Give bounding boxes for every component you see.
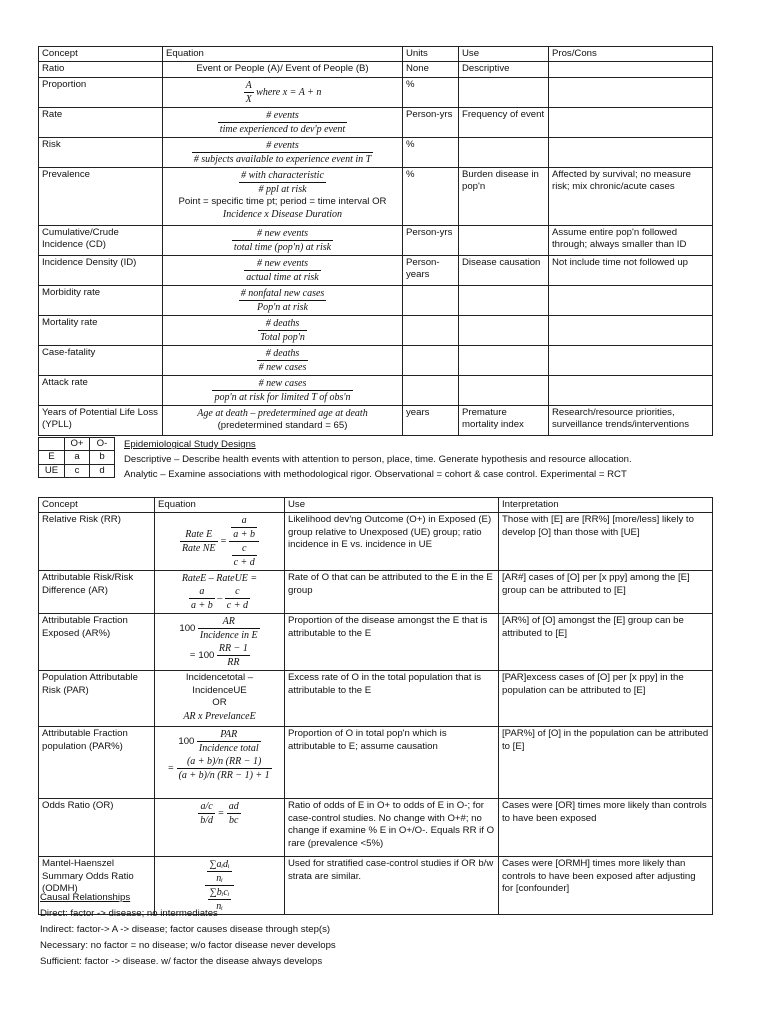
equation-cell: Age at death – predetermined age at death (predetermined standard = 65) xyxy=(163,405,403,435)
table-header-row xyxy=(39,47,713,62)
concept-cell: Proportion xyxy=(39,77,163,107)
header-concept: Concept xyxy=(39,498,155,513)
table-row: UE c d xyxy=(39,464,115,477)
equation-cell: Incidencetotal – IncidenceUE OR AR x PrevelanceE xyxy=(155,671,285,727)
concept-cell: Ratio xyxy=(39,62,163,77)
concept-cell: Attributable Risk/Risk Difference (AR) xyxy=(39,571,155,614)
equation-cell: ∑aᵢdᵢ nᵢ ∑bᵢcᵢ nᵢ xyxy=(155,857,285,915)
table-row xyxy=(39,614,713,671)
pros-cell: Assume entire pop'n followed through; always smaller than ID xyxy=(549,225,713,255)
header-concept: Concept xyxy=(39,47,163,62)
equation-cell: # new events total time (pop'n) at risk xyxy=(163,225,403,255)
equation-cell: Rate E Rate NE = $\frac{\frac{a}{a + b}}{\frac{c}{c + d}}$ xyxy=(155,513,285,571)
equation-cell: 100 AR Incidence in E = 100 $\frac{RR - 1}{RR}$ xyxy=(155,614,285,671)
equation-cell: # events time experienced to dev'p event xyxy=(163,107,403,137)
table-row xyxy=(39,345,713,375)
fraction: $\frac{A}{X}$ xyxy=(245,79,252,105)
causal-sufficient: Sufficient: factor -> disease. w/ factor the disease always develops xyxy=(40,956,323,967)
pros-cell: Affected by survival; no measure risk; mix chronic/acute cases xyxy=(549,167,713,225)
study-designs-title: Epidemiological Study Designs xyxy=(124,439,256,450)
use-cell: Proportion of O in total pop'n which is attributable to E; assume causation xyxy=(285,727,499,799)
concept-cell: Relative Risk (RR) xyxy=(39,513,155,571)
table-row: O+ O- xyxy=(39,438,115,451)
concept-cell: Attributable Fraction Exposed (AR%) xyxy=(39,614,155,671)
table-row xyxy=(39,255,713,285)
use-cell: Excess rate of O in the total population that is attributable to the E xyxy=(285,671,499,727)
use-cell: Descriptive xyxy=(459,62,549,77)
pros-cell xyxy=(549,77,713,107)
concept-cell: Attack rate xyxy=(39,375,163,405)
header-units: Units xyxy=(403,47,459,62)
pros-cell xyxy=(549,107,713,137)
causal-title: Causal Relationships xyxy=(40,892,131,903)
interp-cell: Cases were [ORMH] times more likely than controls to have been exposed after adjusting for [confounder] xyxy=(499,857,713,915)
concept-cell: Prevalence xyxy=(39,167,163,225)
concept-cell: Rate xyxy=(39,107,163,137)
pros-cell xyxy=(549,62,713,77)
header-interpretation: Interpretation xyxy=(499,498,713,513)
table-row xyxy=(39,671,713,727)
equation-cell: 100 PAR Incidence total = $\frac{(a + b)/n (RR - 1)}{(a + b)/n (RR - 1) + 1}$ xyxy=(155,727,285,799)
interp-cell: Cases were [OR] times more likely than controls to have been exposed xyxy=(499,799,713,857)
use-cell: Likelihood dev'ng Outcome (O+) in Exposed (E) group relative to Unexposed (UE) group; ratio incidence in E vs. incidence in UE xyxy=(285,513,499,571)
use-cell: Ratio of odds of E in O+ to odds of E in O-; for case-control studies. No change with O+#; no change if examine % E in O+/O-. Equals RR if O rare (prevalence <5%) xyxy=(285,799,499,857)
units-cell: years xyxy=(403,405,459,435)
equation-cell: # events # subjects available to experience event in T xyxy=(163,137,403,167)
concept-cell: Incidence Density (ID) xyxy=(39,255,163,285)
study-designs xyxy=(124,437,724,482)
concept-cell: Risk xyxy=(39,137,163,167)
table-row xyxy=(39,137,713,167)
pros-cell xyxy=(549,137,713,167)
units-cell: % xyxy=(403,167,459,225)
header-pros-cons: Pros/Cons xyxy=(549,47,713,62)
header-equation: Equation xyxy=(155,498,285,513)
concept-cell: Cumulative/Crude Incidence (CD) xyxy=(39,225,163,255)
table-row xyxy=(39,799,713,857)
table-row xyxy=(39,167,713,225)
two-by-two-table xyxy=(38,437,115,478)
equation-cell: # nonfatal new cases Pop'n at risk xyxy=(163,285,403,315)
concept-cell: Years of Potential Life Loss (YPLL) xyxy=(39,405,163,435)
interp-cell: [PAR%] of [O] in the population can be attributed to [E] xyxy=(499,727,713,799)
equation-cell: # new cases pop'n at risk for limited T of obs'n xyxy=(163,375,403,405)
interp-cell: [PAR]excess cases of [O] per [x ppy] in the population can be attributed to [E] xyxy=(499,671,713,727)
table-row: E a b xyxy=(39,451,115,464)
table-row xyxy=(39,405,713,435)
table-row xyxy=(39,225,713,255)
units-cell: % xyxy=(403,77,459,107)
association-table xyxy=(38,497,713,915)
units-cell: None xyxy=(403,62,459,77)
header-use: Use xyxy=(459,47,549,62)
header-equation: Equation xyxy=(163,47,403,62)
interp-cell: [AR%] of [O] amongst the [E] group can be attributed to [E] xyxy=(499,614,713,671)
equation-cell: Event or People (A)/ Event of People (B) xyxy=(163,62,403,77)
use-cell xyxy=(459,77,549,107)
descriptive-text: Descriptive – Describe health events with attention to person, place, time. Generate hypothesis and resource allocation. xyxy=(124,454,632,465)
equation-cell: # with characteristic # ppl at risk Point = specific time pt; period = time interval OR Incidence x Disease Duration xyxy=(163,167,403,225)
table-row xyxy=(39,107,713,137)
equation-cell: $\frac{A}{X}$ where x = A + n xyxy=(163,77,403,107)
use-cell xyxy=(459,137,549,167)
table-row xyxy=(39,375,713,405)
concept-cell: Population Attributable Risk (PAR) xyxy=(39,671,155,727)
equation-cell: $\frac{a/c}{b/d}$ = $\frac{ad}{bc}$ xyxy=(155,799,285,857)
units-cell: Person-yrs xyxy=(403,107,459,137)
use-cell: Disease causation xyxy=(459,255,549,285)
concept-cell: Morbidity rate xyxy=(39,285,163,315)
table-row xyxy=(39,727,713,799)
concept-cell: Mantel-Haenszel Summary Odds Ratio (ODMH) xyxy=(39,857,155,915)
table-row xyxy=(39,77,713,107)
concept-cell: Attributable Fraction population (PAR%) xyxy=(39,727,155,799)
table-row xyxy=(39,571,713,614)
interp-cell: Those with [E] are [RR%] [more/less] likely to develop [O] than those with [UE] xyxy=(499,513,713,571)
analytic-text: Analytic – Examine associations with methodological rigor. Observational = cohort & case control. Experimental = RCT xyxy=(124,469,627,480)
table-row xyxy=(39,285,713,315)
units-cell: Person-years xyxy=(403,255,459,285)
equation-cell: # new events actual time at risk xyxy=(163,255,403,285)
table-row xyxy=(39,62,713,77)
table-header-row xyxy=(39,498,713,513)
concept-cell: Case-fatality xyxy=(39,345,163,375)
use-cell: Proportion of the disease amongst the E that is attributable to the E xyxy=(285,614,499,671)
equation-cell: # deaths Total pop'n xyxy=(163,315,403,345)
use-cell: Burden disease in pop'n xyxy=(459,167,549,225)
table-row xyxy=(39,513,713,571)
table-row xyxy=(39,315,713,345)
causal-direct: Direct: factor -> disease; no intermediates xyxy=(40,908,218,919)
concept-cell: Odds Ratio (OR) xyxy=(39,799,155,857)
causal-indirect: Indirect: factor-> A -> disease; factor causes disease through step(s) xyxy=(40,924,331,935)
use-cell: Rate of O that can be attributed to the E in the E group xyxy=(285,571,499,614)
use-cell: Used for stratified case-control studies if OR b/w strata are similar. xyxy=(285,857,499,915)
equation-cell: # deaths # new cases xyxy=(163,345,403,375)
equation-cell: RateE – RateUE = $\frac{a}{a + b}$ – $\frac{c}{c + d}$ xyxy=(155,571,285,614)
concept-cell: Mortality rate xyxy=(39,315,163,345)
causal-relationships xyxy=(40,890,640,970)
units-cell: Person-yrs xyxy=(403,225,459,255)
header-use: Use xyxy=(285,498,499,513)
measures-table xyxy=(38,46,713,436)
units-cell: % xyxy=(403,137,459,167)
pros-cell: Research/resource priorities, surveillance trends/interventions xyxy=(549,405,713,435)
use-cell xyxy=(459,225,549,255)
causal-necessary: Necessary: no factor = no disease; w/o factor disease never develops xyxy=(40,940,336,951)
use-cell: Frequency of event xyxy=(459,107,549,137)
use-cell: Premature mortality index xyxy=(459,405,549,435)
interp-cell: [AR#] cases of [O] per [x ppy] among the [E] group can be attributed to [E] xyxy=(499,571,713,614)
pros-cell: Not include time not followed up xyxy=(549,255,713,285)
